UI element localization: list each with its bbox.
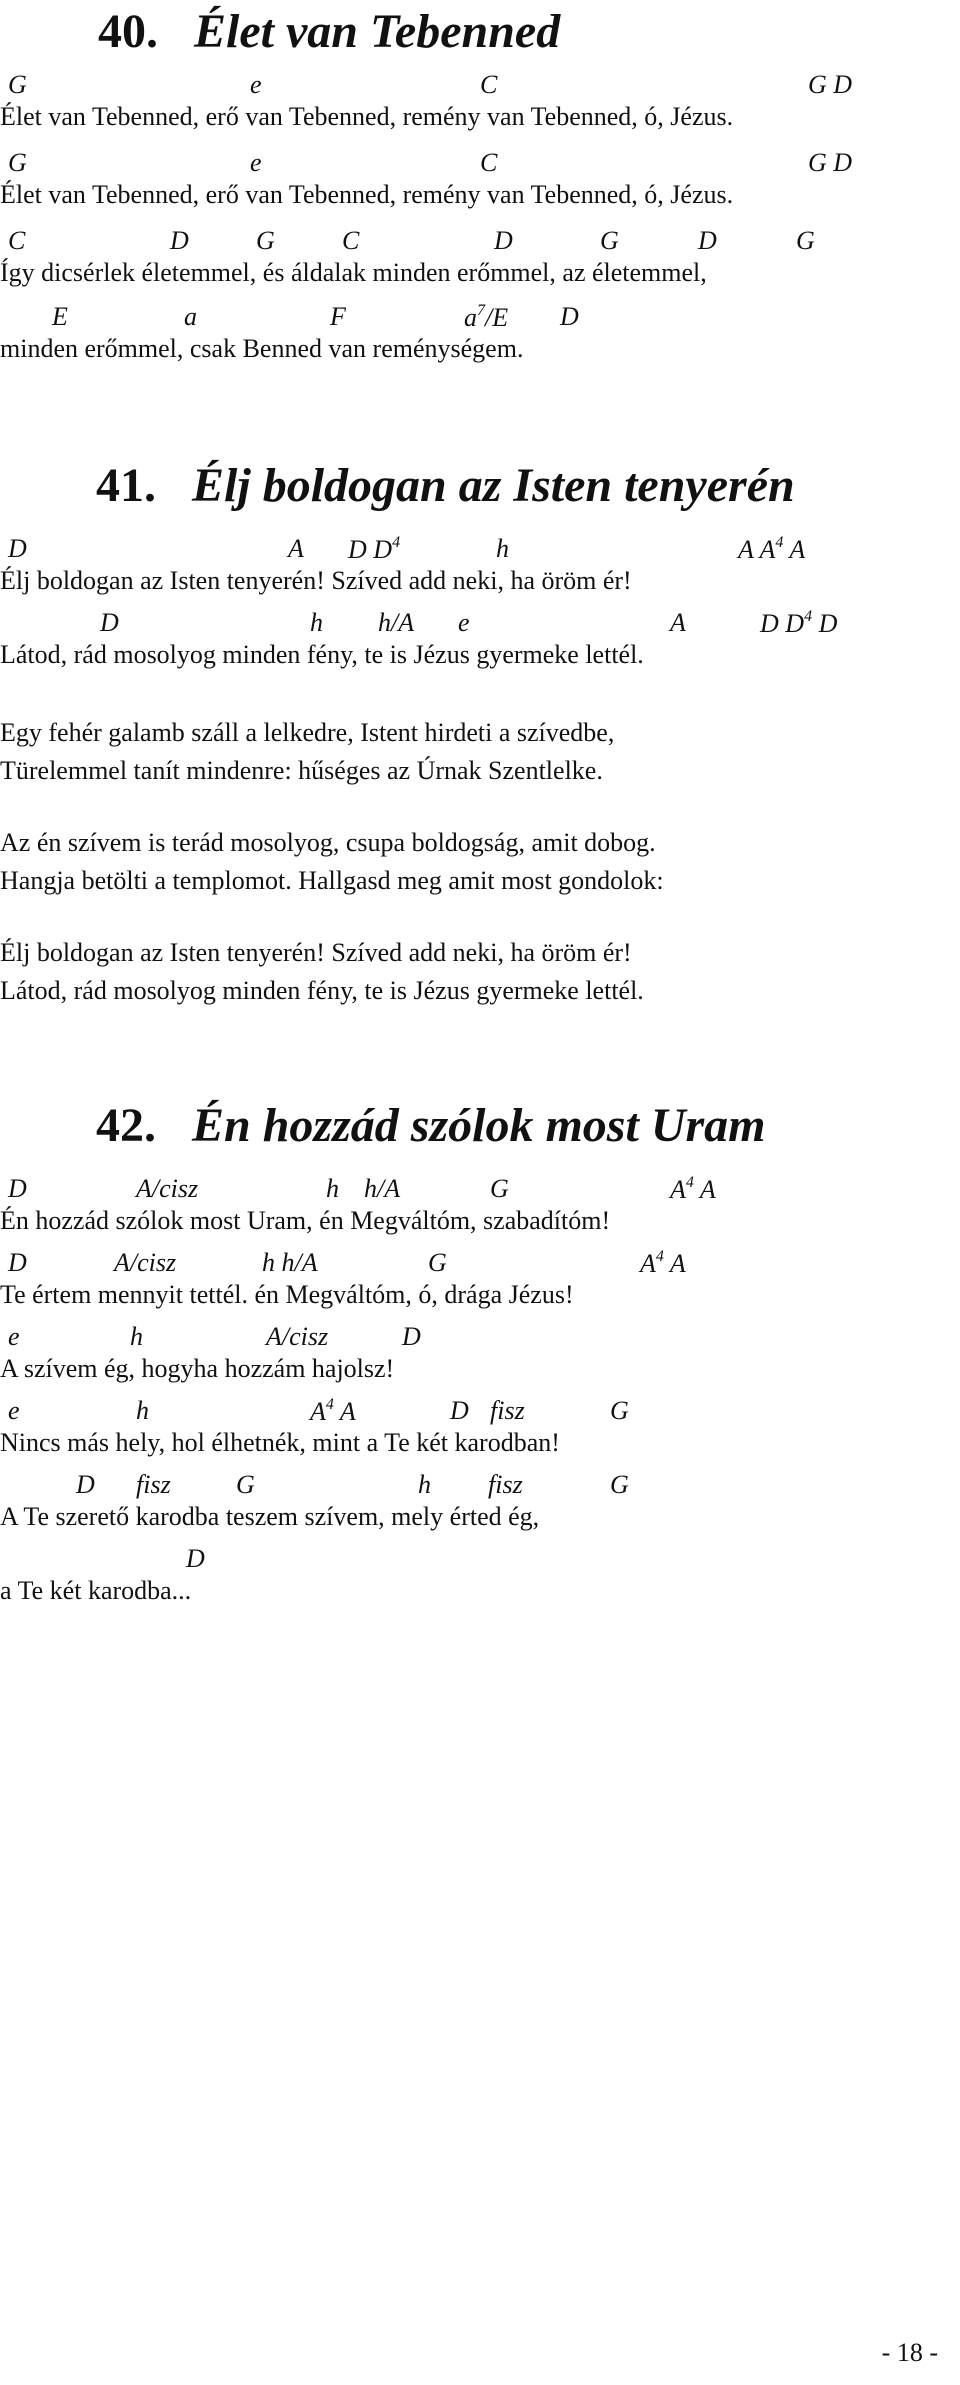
chord: h [136, 1396, 149, 1425]
song-line [0, 826, 656, 864]
chord: D [402, 1322, 421, 1351]
chord: G [8, 70, 27, 99]
lyric-line: Élj boldogan az Isten tenyerén! Szíved add neki, ha öröm ér! [0, 938, 632, 967]
chord: C [8, 226, 26, 255]
chord: D [8, 1248, 27, 1277]
song-number: 40. [98, 5, 158, 58]
chord: G [256, 226, 275, 255]
chord: C [342, 226, 360, 255]
chord-row [0, 1540, 205, 1574]
chord: E [52, 302, 68, 331]
chord: G [490, 1174, 509, 1203]
lyric-line: A Te szerető karodba teszem szívem, mely érted ég, [0, 1502, 540, 1531]
chord: G [600, 226, 619, 255]
chord: A [670, 608, 686, 637]
chord: G D [808, 70, 853, 99]
song-name: Élj boldogan az Isten tenyerén [192, 459, 795, 512]
song-line [0, 144, 853, 216]
chord: h h/A [262, 1248, 318, 1277]
song-number: 41. [96, 459, 156, 512]
chord: A/cisz [266, 1322, 329, 1351]
chord: fisz [136, 1470, 171, 1499]
lyric-line: Az én szívem is terád mosolyog, csupa boldogság, amit dobog. [0, 828, 656, 857]
song-title [98, 4, 560, 60]
chord-row [0, 144, 853, 178]
lyric-line: Te értem mennyit tettél. én Megváltóm, ó, drága Jézus! [0, 1280, 574, 1309]
lyric-line: Hangja betölti a templomot. Hallgasd meg amit most gondolok: [0, 866, 664, 895]
lyric-line: Élet van Tebenned, erő van Tebenned, remény van Tebenned, ó, Jézus. [0, 180, 734, 209]
song-line [0, 754, 603, 792]
lyric-line: Türelemmel tanít mindenre: hűséges az Úrnak Szentlelke. [0, 756, 603, 785]
chord: D [450, 1396, 469, 1425]
chord-row [0, 66, 853, 100]
chord: D [8, 1174, 27, 1203]
song-line [0, 1318, 421, 1390]
lyric-line: Élet van Tebenned, erő van Tebenned, remény van Tebenned, ó, Jézus. [0, 102, 734, 131]
chord: D [698, 226, 717, 255]
chord: e [250, 70, 262, 99]
lyric-line: Én hozzád szólok most Uram, én Megváltóm, szabadítóm! [0, 1206, 611, 1235]
chord: G [610, 1396, 629, 1425]
chord: A/cisz [136, 1174, 199, 1203]
chord: C [480, 70, 498, 99]
chord: h/A [364, 1174, 401, 1203]
chord: D [170, 226, 189, 255]
song-line [0, 936, 632, 974]
chord: G [610, 1470, 629, 1499]
song-line [0, 1392, 629, 1464]
song-line [0, 974, 644, 1012]
song-line [0, 66, 853, 138]
chord: G [8, 148, 27, 177]
lyric-line: minden erőmmel, csak Benned van reménységem. [0, 334, 524, 363]
lyric-line: a Te két karodba... [0, 1576, 192, 1605]
song-line [0, 864, 664, 902]
chord: D [76, 1470, 95, 1499]
chord: $A^4$ A [670, 1174, 716, 1204]
song-line [0, 222, 815, 294]
song-title [96, 458, 795, 514]
chord: h/A [378, 608, 415, 637]
song-line [0, 716, 614, 754]
chord-row [0, 222, 815, 256]
chord: h [310, 608, 323, 637]
chord: A/cisz [114, 1248, 177, 1277]
chord: h [496, 534, 509, 563]
chord: $A^4$ A [310, 1396, 356, 1426]
chord: $a^7/E$ [464, 302, 509, 332]
chord-row [0, 1170, 716, 1204]
lyric-line: Nincs más hely, hol élhetnék, mint a Te két karodban! [0, 1428, 560, 1457]
lyric-line: Így dicsérlek életemmel, és áldalak minden erőmmel, az életemmel, [0, 258, 707, 287]
chord: e [250, 148, 262, 177]
song-line [0, 1170, 716, 1242]
lyric-line: Látod, rád mosolyog minden fény, te is Jézus gyermeke lettél. [0, 976, 644, 1005]
chord-row [0, 604, 838, 638]
chord: h [326, 1174, 339, 1203]
chord-row [0, 1392, 629, 1426]
chord: G [796, 226, 815, 255]
song-line [0, 1244, 686, 1316]
chord: $A^4$ A [640, 1248, 686, 1278]
chord: D [186, 1544, 205, 1573]
lyric-line: A szívem ég, hogyha hozzám hajolsz! [0, 1354, 395, 1383]
song-name: Én hozzád szólok most Uram [192, 1099, 766, 1152]
lyric-line: Látod, rád mosolyog minden fény, te is Jézus gyermeke lettél. [0, 640, 644, 669]
chord: e [8, 1396, 20, 1425]
lyric-line: Egy fehér galamb száll a lelkedre, Istent hirdeti a szívedbe, [0, 718, 615, 747]
chord: fisz [490, 1396, 525, 1425]
song-line [0, 604, 838, 676]
chord: h [418, 1470, 431, 1499]
chord: G [236, 1470, 255, 1499]
chord: D [494, 226, 513, 255]
chord: a [184, 302, 197, 331]
chord: G D [808, 148, 853, 177]
chord-row [0, 530, 806, 564]
chord: C [480, 148, 498, 177]
chord: D [100, 608, 119, 637]
chord: e [8, 1322, 20, 1351]
chord: e [458, 608, 470, 637]
chord: A $A^4$ A [738, 534, 806, 564]
song-line [0, 530, 806, 602]
chord: G [428, 1248, 447, 1277]
chord: A [288, 534, 304, 563]
chord-row [0, 1318, 421, 1352]
song-line [0, 1466, 629, 1538]
chord-row [0, 298, 579, 332]
chord: h [130, 1322, 143, 1351]
chord: D [560, 302, 579, 331]
song-line [0, 1540, 205, 1612]
chord: D [8, 534, 27, 563]
chord: fisz [488, 1470, 523, 1499]
lyric-line: Élj boldogan az Isten tenyerén! Szíved add neki, ha öröm ér! [0, 566, 632, 595]
chord: F [330, 302, 346, 331]
chord-row [0, 1244, 686, 1278]
song-number: 42. [96, 1099, 156, 1152]
chord: D $D^4$ [348, 534, 401, 564]
chord-row [0, 1466, 629, 1500]
song-title [96, 1098, 766, 1154]
chord: D $D^4$ D [760, 608, 838, 638]
song-name: Élet van Tebenned [194, 5, 561, 58]
page-number: - 18 - [881, 2338, 938, 2367]
song-line [0, 298, 579, 370]
